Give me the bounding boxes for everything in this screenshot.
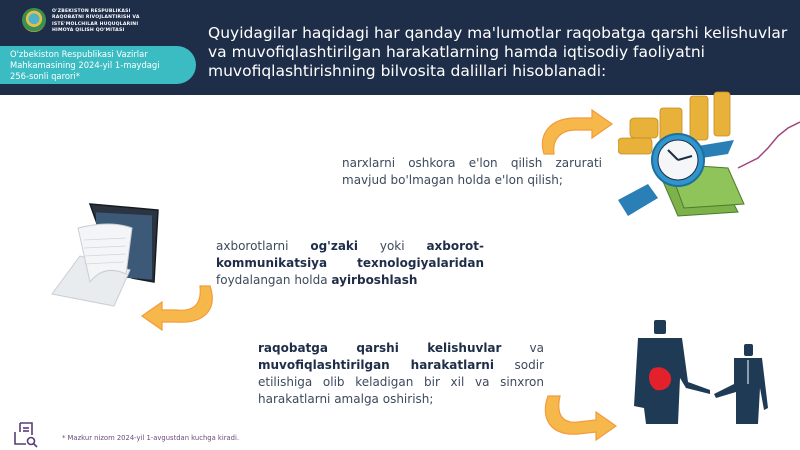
curved-arrow-right-icon <box>536 108 614 158</box>
item-text: narxlarni oshkora e'lon qilish zarurati mavjud bo'lmagan holda e'lon qilish; <box>342 156 602 187</box>
item-text: sodir etilishiga olib keladigan bir xil va sinxron harakatlarni amalga oshirish; <box>258 358 545 406</box>
curved-arrow-left-icon <box>140 282 216 332</box>
item-text-bold: raqobatga qarshi kelishuvlar <box>258 341 502 355</box>
decree-badge <box>0 46 196 84</box>
header-banner <box>0 0 800 95</box>
item-text: axborotlarni <box>216 239 311 253</box>
org-line: ISTE'MOLCHILAR HUQUQLARINI <box>52 21 139 27</box>
item-text-bold: muvofiqlashtirilgan harakatlarni <box>258 358 494 372</box>
footnote: * Mazkur nizom 2024-yil 1-avgustdan kuchga kiradi. <box>62 434 240 442</box>
curved-arrow-right-icon <box>540 394 618 442</box>
state-emblem-icon <box>22 8 46 32</box>
organization-name <box>52 9 172 35</box>
item-text: va <box>501 341 544 355</box>
decree-line: Mahkamasining 2024-yil 1-maydagi <box>10 60 160 70</box>
evidence-item-2 <box>216 238 484 289</box>
item-text-bold: ayirboshlash <box>331 273 418 287</box>
evidence-item-3 <box>258 340 544 408</box>
org-line: HIMOYA QILISH QO'MITASI <box>52 28 125 34</box>
org-line: RAQOBATNI RIVOJLANTIRISH VA <box>52 15 140 21</box>
decree-line: 256-sonli qarori* <box>10 71 80 81</box>
item-text-bold: og'zaki <box>310 239 359 253</box>
decree-line: O'zbekiston Respublikasi Vazirlar <box>10 49 148 59</box>
item-text: foydalangan holda <box>216 273 332 287</box>
coins-clock-money-icon <box>618 88 800 220</box>
document-search-icon <box>12 420 40 448</box>
item-text: yoki <box>358 239 427 253</box>
org-line: O'ZBEKISTON RESPUBLIKASI <box>52 9 131 14</box>
evidence-item-1 <box>342 155 602 189</box>
secret-deal-businessmen-icon <box>630 318 770 426</box>
item-text-bold: axborot-kommunikatsiya texnologiyalaridan <box>216 239 484 270</box>
page-title: Quyidagilar haqidagi har qanday ma'lumotlar raqobatga qarshi kelishuvlar va muvofiqlashtirilgan harakatlarning hamda iqtisodiy faoliyatni muvofiqlashtirishning bilvosita dalillari hisoblanadi: <box>208 24 788 80</box>
